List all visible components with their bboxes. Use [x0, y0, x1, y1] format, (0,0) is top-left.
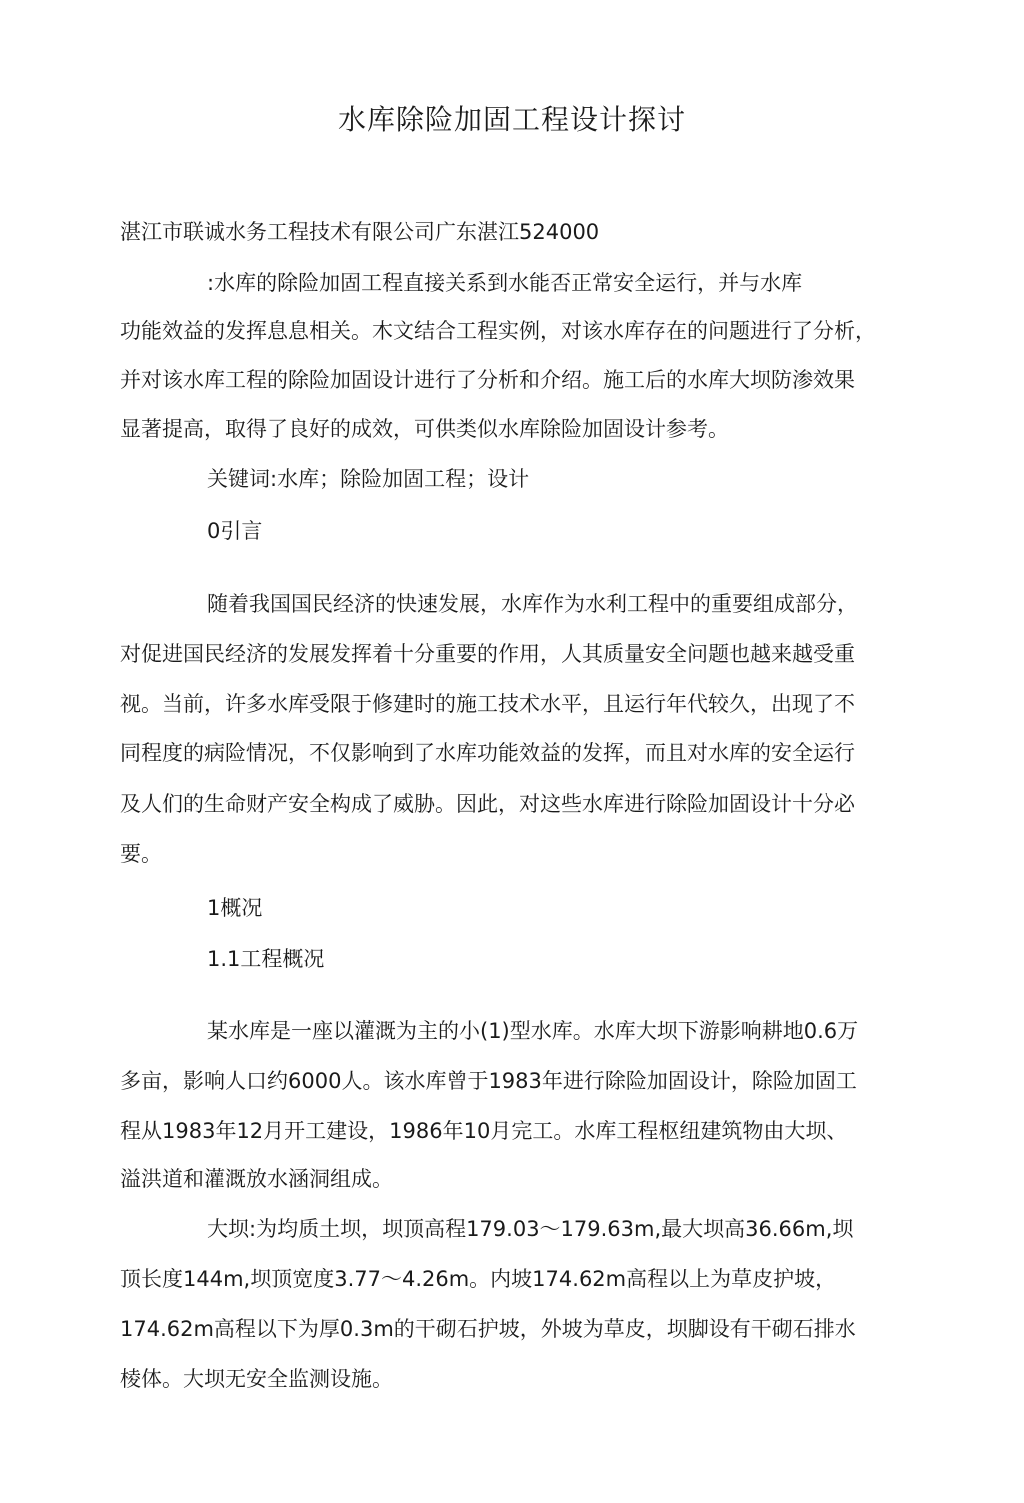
abstract-line: 并对该水库工程的除险加固设计进行了分析和介绍。施工后的水库大坝防渗效果 — [120, 368, 855, 392]
section-heading-1: 1概况 — [207, 896, 263, 920]
abstract-line: :水库的除险加固工程直接关系到水能否正常安全运行，并与水库 — [207, 271, 803, 295]
paragraph-line: 及人们的生命财产安全构成了威胁。因此，对这些水库进行除险加固设计十分必 — [120, 792, 855, 816]
paragraph-line: 棱体。大坝无安全监测设施。 — [120, 1367, 393, 1391]
paragraph-line: 溢洪道和灌溉放水涵洞组成。 — [120, 1167, 393, 1191]
paragraph-line: 顶长度144m,坝顶宽度3.77～4.26m。内坡174.62m高程以上为草皮护坡， — [120, 1267, 837, 1291]
keywords: 关键词:水库；除险加固工程；设计 — [207, 467, 530, 491]
abstract-line: 显著提高，取得了良好的成效，可供类似水库除险加固设计参考。 — [120, 417, 729, 441]
document-title: 水库除险加固工程设计探讨 — [337, 103, 686, 136]
paragraph-line: 视。当前，许多水库受限于修建时的施工技术水平，且运行年代较久，出现了不 — [120, 692, 855, 716]
section-heading-1-1: 1.1工程概况 — [207, 947, 325, 971]
paragraph-line: 对促进国民经济的发展发挥着十分重要的作用，人其质量安全问题也越来越受重 — [120, 642, 855, 666]
paragraph-line: 随着我国国民经济的快速发展，水库作为水利工程中的重要组成部分， — [207, 592, 858, 616]
paragraph-line: 多亩，影响人口约6000人。该水库曾于1983年进行除险加固设计，除险加固工 — [120, 1069, 857, 1093]
paragraph-line: 174.62m高程以下为厚0.3m的干砌石护坡，外坡为草皮，坝脚设有干砌石排水 — [120, 1317, 856, 1341]
paragraph-line: 大坝:为均质土坝，坝顶高程179.03～179.63m,最大坝高36.66m,坝 — [207, 1217, 854, 1241]
paragraph-line: 程从1983年12月开工建设，1986年10月完工。水库工程枢纽建筑物由大坝、 — [120, 1119, 848, 1143]
abstract-line: 功能效益的发挥息息相关。木文结合工程实例，对该水库存在的问题进行了分析， — [120, 319, 876, 343]
paragraph-line: 同程度的病险情况，不仅影响到了水库功能效益的发挥，而且对水库的安全运行 — [120, 741, 855, 765]
author-line: 湛江市联诚水务工程技术有限公司广东湛江524000 — [120, 220, 600, 244]
paragraph-line: 某水库是一座以灌溉为主的小(1)型水库。水库大坝下游影响耕地0.6万 — [207, 1019, 859, 1043]
paragraph-line: 要。 — [120, 842, 162, 866]
section-heading-0: 0引言 — [207, 519, 263, 543]
